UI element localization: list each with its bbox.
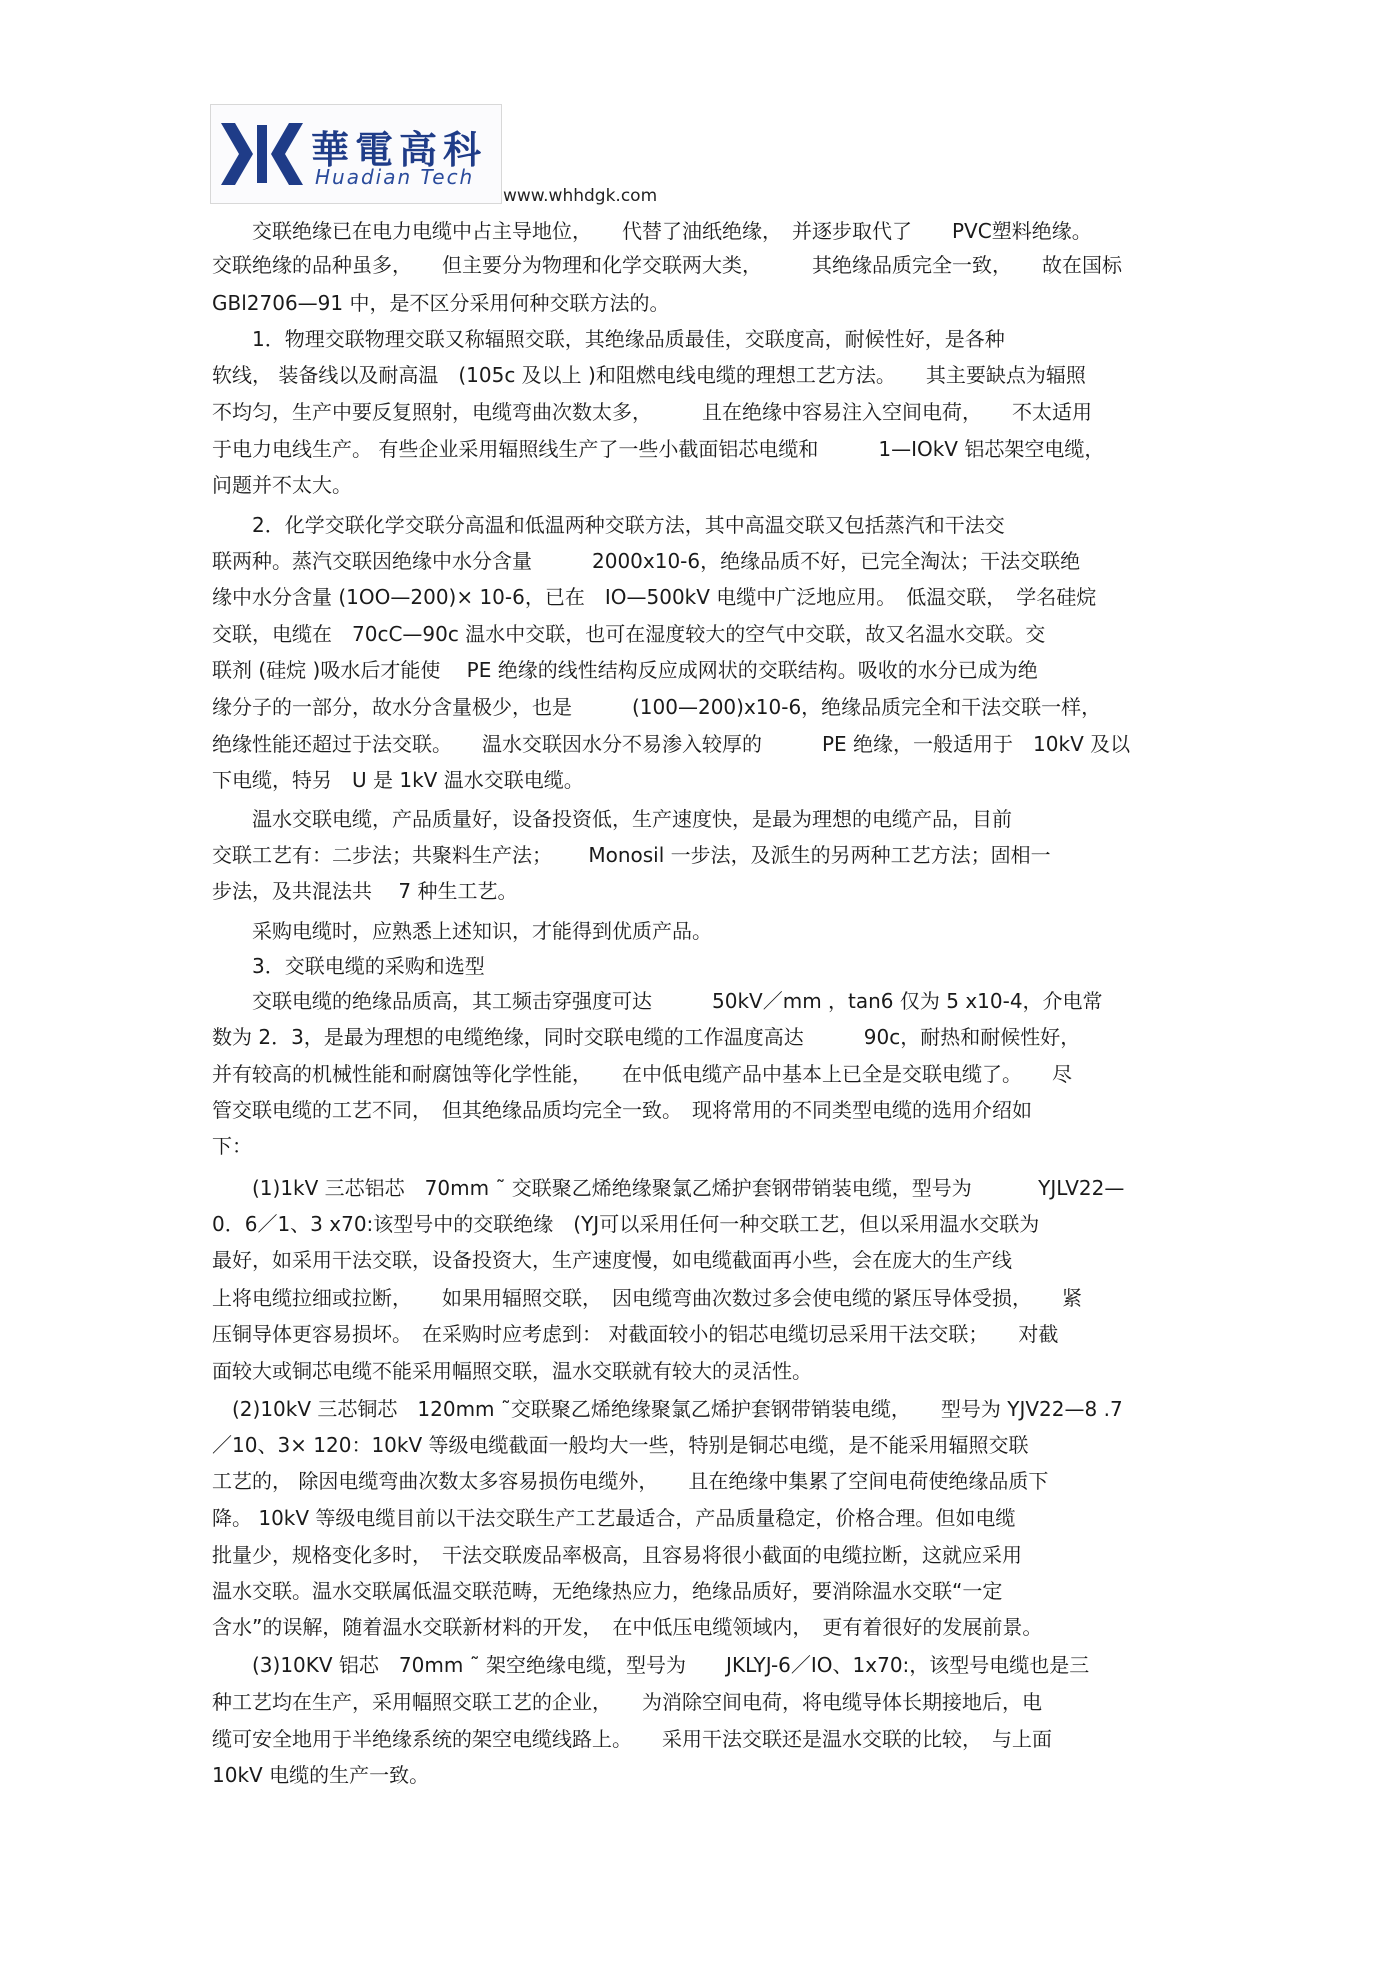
text-line: 交联工艺有：二步法；共聚料生产法； Monosil 一步法，及派生的另两种工艺方法；固相一 [212,843,1051,867]
text-line: 联两种。蒸汽交联因绝缘中水分含量 2000x10-6，绝缘品质不好，已完全淘汰；干法交联绝 [212,549,1081,573]
text-line: 缘中水分含量 (1OO—200)× 10-6，已在 IO—500kV 电缆中广泛地应用。 低温交联， 学名硅烷 [212,585,1097,609]
text-line: 交联绝缘已在电力电缆中占主导地位， 代替了油纸绝缘， 并逐步取代了 PVC塑料绝缘。 [212,219,1092,243]
text-line: 批量少，规格变化多时， 干法交联废品率极高，且容易将很小截面的电缆拉断，这就应采用 [212,1543,1022,1567]
text-line: 交联电缆的绝缘品质高，其工频击穿强度可达 50kV／mm ，tan6 仅为 5 x10-4，介电常 [212,989,1103,1013]
text-line: 温水交联电缆，产品质量好，设备投资低，生产速度快，是最为理想的电缆产品，目前 [212,807,1012,831]
text-line: 下电缆，特另 U 是 1kV 温水交联电缆。 [212,768,584,792]
text-line: 降。 10kV 等级电缆目前以干法交联生产工艺最适合，产品质量稳定，价格合理。但如电缆 [212,1506,1016,1530]
text-line: 1．物理交联物理交联又称辐照交联，其绝缘品质最佳，交联度高，耐候性好，是各种 [212,327,1005,351]
text-line: 含水”的误解，随着温水交联新材料的开发， 在中低压电缆领域内， 更有着很好的发展前景。 [212,1615,1043,1639]
text-line: 最好，如采用干法交联，设备投资大，生产速度慢，如电缆截面再小些，会在庞大的生产线 [212,1248,1012,1272]
text-line: 10kV 电缆的生产一致。 [212,1763,430,1787]
text-line: 不均匀，生产中要反复照射，电缆弯曲次数太多， 且在绝缘中容易注入空间电荷， 不太适用 [212,400,1092,424]
logo-text-en: Huadian Tech [315,165,475,189]
text-line: 3．交联电缆的采购和选型 [212,954,485,978]
text-line: 并有较高的机械性能和耐腐蚀等化学性能， 在中低电缆产品中基本上已全是交联电缆了。 尽 [212,1062,1072,1086]
text-line: 种工艺均在生产，采用幅照交联工艺的企业， 为消除空间电荷，将电缆导体长期接地后，电 [212,1690,1042,1714]
text-line: 压铜导体更容易损坏。 在采购时应考虑到： 对截面较小的铝芯电缆切忌采用干法交联； 对截 [212,1322,1059,1346]
logo-mark-icon [217,117,307,191]
text-line: (1)1kV 三芯铝芯 70mm ˜ 交联聚乙烯绝缘聚氯乙烯护套钢带销装电缆，型号为 YJLV22— [212,1176,1125,1200]
text-line: 0．6／1、3 x70:该型号中的交联绝缘 (YJ可以采用任何一种交联工艺，但以采用温水交联为 [212,1212,1040,1236]
text-line: 上将电缆拉细或拉断， 如果用辐照交联， 因电缆弯曲次数过多会使电缆的紧压导体受损， 紧 [212,1286,1082,1310]
text-line: 交联绝缘的品种虽多， 但主要分为物理和化学交联两大类， 其绝缘品质完全一致， 故在国标 [212,253,1122,277]
text-line: (2)10kV 三芯铜芯 120mm ˜交联聚乙烯绝缘聚氯乙烯护套钢带销装电缆， 型号为 YJV22—8 .7 [212,1397,1123,1421]
text-line: 软线， 装备线以及耐高温 (105c 及以上 )和阻燃电线电缆的理想工艺方法。 其主要缺点为辐照 [212,363,1086,387]
text-line: 缘分子的一部分，故水分含量极少，也是 (100—200)x10-6，绝缘品质完全和干法交联一样， [212,695,1102,719]
text-line: GBl2706—91 中，是不区分采用何种交联方法的。 [212,291,670,315]
text-line: 绝缘性能还超过于法交联。 温水交联因水分不易渗入较厚的 PE 绝缘，一般适用于 10kV 及以 [212,732,1131,756]
website-url[interactable]: www.whhdgk.com [503,186,658,206]
text-line: 数为 2．3，是最为理想的电缆绝缘，同时交联电缆的工作温度高达 90c，耐热和耐候性好， [212,1025,1081,1049]
logo-text-cn: 華電高科 [311,127,488,172]
text-line: ／10、3× 120：10kV 等级电缆截面一般均大一些，特别是铜芯电缆，是不能采用辐照交联 [212,1433,1029,1457]
text-line: 温水交联。温水交联属低温交联范畴，无绝缘热应力，绝缘品质好，要消除温水交联“一定 [212,1579,1003,1603]
text-line: 问题并不太大。 [212,473,352,497]
text-line: 管交联电缆的工艺不同， 但其绝缘品质均完全一致。 现将常用的不同类型电缆的选用介绍如 [212,1098,1032,1122]
text-line: 步法，及共混法共 7 种生工艺。 [212,879,518,903]
text-line: 采购电缆时，应熟悉上述知识，才能得到优质产品。 [212,919,712,943]
text-line: (3)10KV 铝芯 70mm ˜ 架空绝缘电缆，型号为 JKLYJ-6／IO、1x70:，该型号电缆也是三 [212,1653,1090,1677]
text-line: 面较大或铜芯电缆不能采用幅照交联，温水交联就有较大的灵活性。 [212,1359,812,1383]
text-line: 工艺的， 除因电缆弯曲次数太多容易损伤电缆外， 且在绝缘中集累了空间电荷使绝缘品质下 [212,1469,1049,1493]
text-line: 下： [212,1134,252,1158]
text-line: 联剂 (硅烷 )吸水后才能使 PE 绝缘的线性结构反应成网状的交联结构。吸收的水分已成为绝 [212,658,1038,682]
company-logo [210,104,502,204]
text-line: 2．化学交联化学交联分高温和低温两种交联方法，其中高温交联又包括蒸汽和干法交 [212,513,1005,537]
text-line: 缆可安全地用于半绝缘系统的架空电缆线路上。 采用干法交联还是温水交联的比较， 与上面 [212,1727,1052,1751]
text-line: 于电力电线生产。 有些企业采用辐照线生产了一些小截面铝芯电缆和 1—IOkV 铝芯架空电缆， [212,437,1105,461]
text-line: 交联，电缆在 70cC—90c 温水中交联，也可在湿度较大的空气中交联，故又名温水交联。交 [212,622,1046,646]
